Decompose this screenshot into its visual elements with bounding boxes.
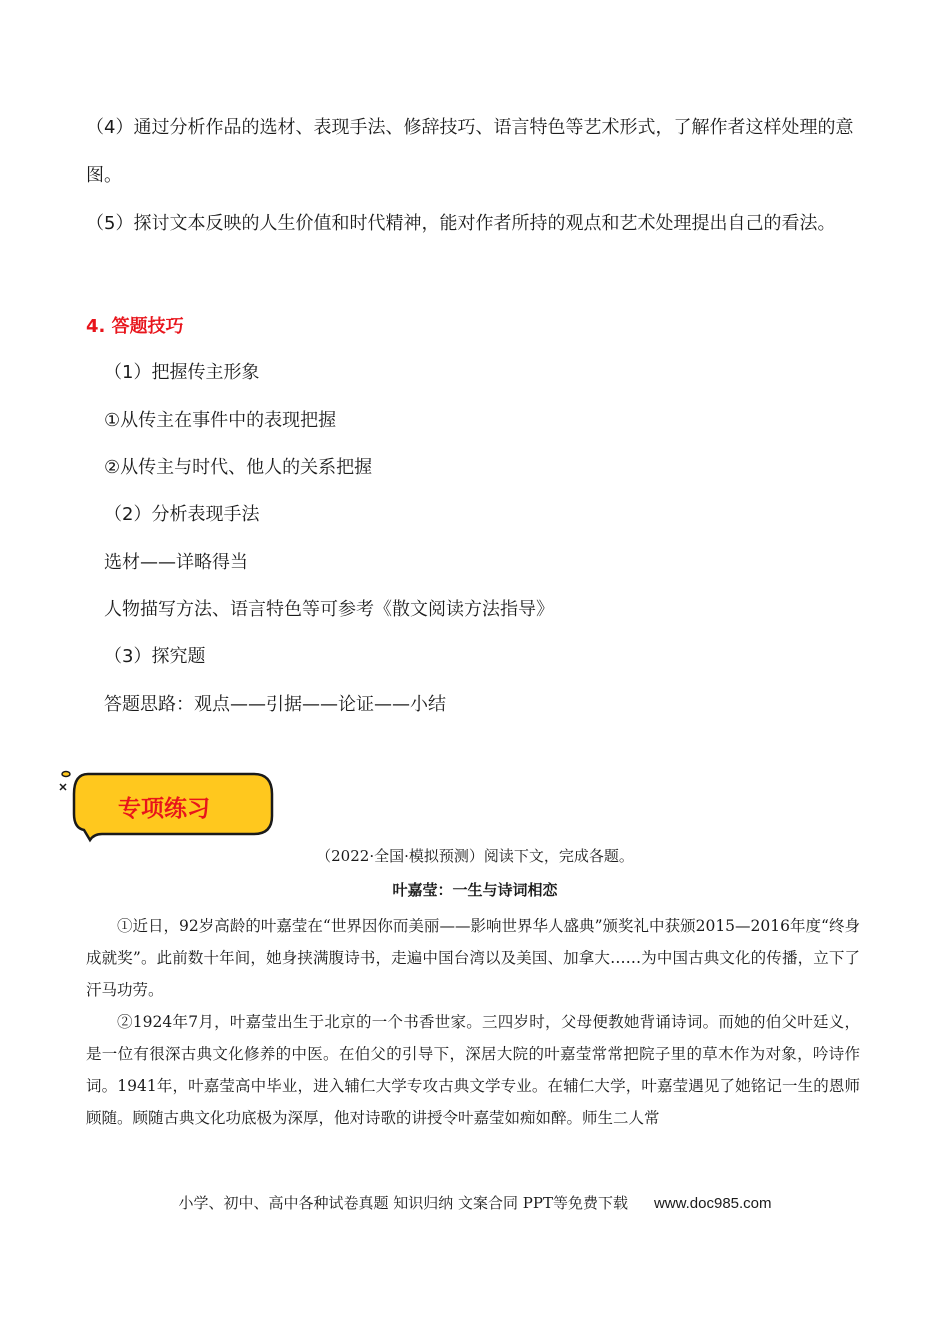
section-heading-answer-skills: 4. 答题技巧 (86, 316, 184, 337)
skill-line: 答题思路：观点——引据——论证——小结 (104, 694, 446, 715)
practice-badge-label: 专项练习 (118, 796, 210, 822)
article-title: 叶嘉莹：一生与诗词相恋 (392, 881, 558, 899)
article-paragraph-2: ②1924年7月，叶嘉莹出生于北京的一个书香世家。三四岁时，父母便教她背诵诗词。而她的伯父叶廷义，是一位有很深古典文化修养的中医。在伯父的引导下，深居大院的叶嘉莹常常把院子里的草木作为对象，吟诗作词。1941年，叶嘉莹高中毕业，进入辅仁大学专攻古典文学专业。在辅仁大学，叶嘉莹遇见了她铭记一生的恩师顾随。顾随古典文化功底极为深厚，他对诗歌的讲授令叶嘉莹如痴如醉。师生二人常 (86, 1013, 860, 1127)
footer-text: 小学、初中、高中各种试卷真题 知识归纳 文案合同 PPT等免费下载 (178, 1194, 628, 1212)
point-4-paragraph: （4）通过分析作品的选材、表现手法、修辞技巧、语言特色等艺术形式，了解作者这样处理的意图。 (86, 117, 854, 186)
skill-line: ②从传主与时代、他人的关系把握 (104, 457, 373, 478)
skill-line: 人物描写方法、语言特色等可参考《散文阅读方法指导》 (104, 599, 554, 620)
skill-line: （1）把握传主形象 (104, 362, 260, 383)
point-5-paragraph: （5）探讨文本反映的人生价值和时代精神，能对作者所持的观点和艺术处理提出自己的看法。 (86, 213, 836, 234)
skill-line: ①从传主在事件中的表现把握 (104, 410, 337, 431)
article-paragraph-1: ①近日，92岁高龄的叶嘉莹在“世界因你而美丽——影响世界华人盛典”颁奖礼中获颁2015—2016年度“终身成就奖”。此前数十年间，她身挟满腹诗书，走遍中国台湾以及美国、加拿大……为中国古典文化的传播，立下了汗马功劳。 (86, 917, 860, 999)
skill-line: （2）分析表现手法 (104, 504, 260, 525)
practice-badge (58, 768, 278, 844)
page-footer (0, 1192, 950, 1213)
skill-line: 选材——详略得当 (104, 552, 248, 573)
skill-line: （3）探究题 (104, 646, 206, 667)
exercise-source: （2022·全国·模拟预测）阅读下文，完成各题。 (316, 847, 634, 865)
footer-url-link[interactable]: www.doc985.com (653, 1195, 772, 1212)
